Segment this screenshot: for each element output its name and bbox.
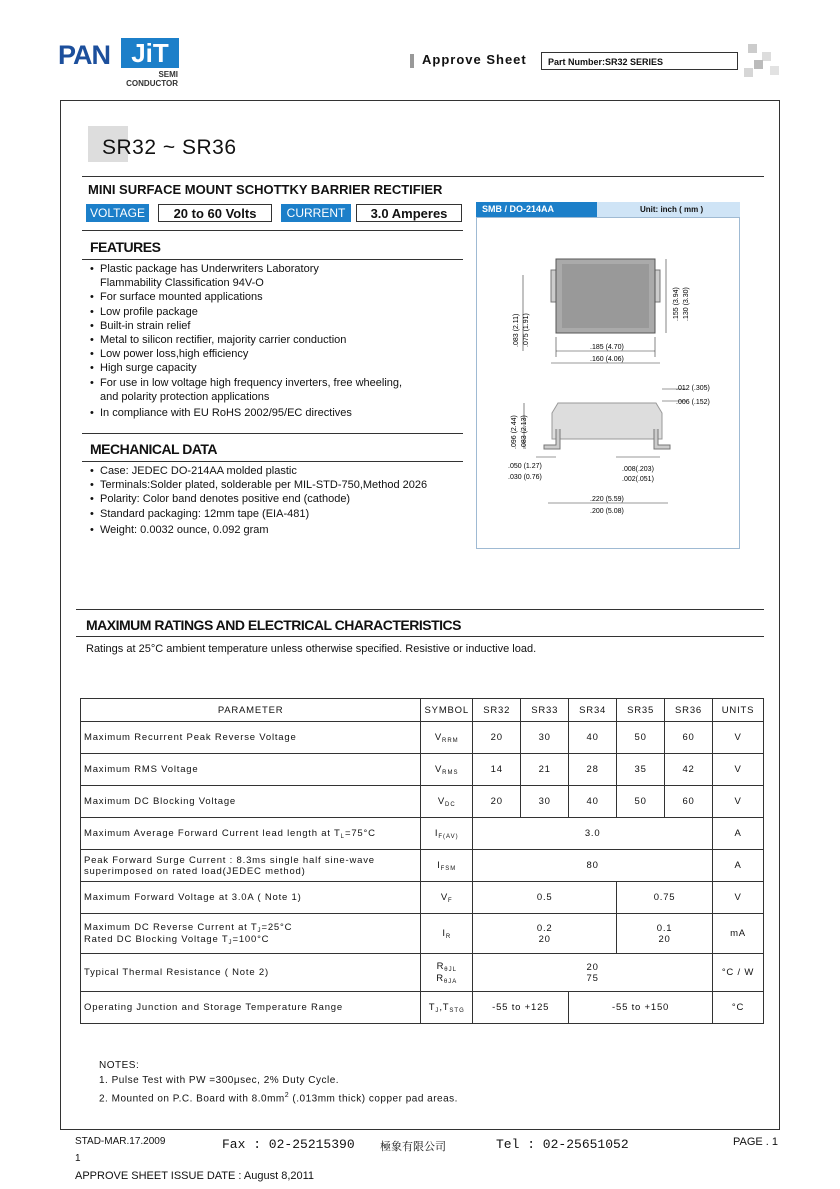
list-item: • High surge capacity <box>90 361 470 375</box>
symbol-cell: $V_F$ <box>421 882 473 914</box>
dim-label: .050 (1.27) <box>508 463 542 470</box>
value-cell: -55 to +150 <box>569 992 713 1024</box>
symbol-cell: $T_J,T_{STG}$ <box>421 992 473 1024</box>
param-cell: Typical Thermal Resistance ( Note 2) <box>81 954 421 992</box>
ratings-rule-top <box>76 609 764 610</box>
value-cell: 30 <box>521 786 569 818</box>
voltage-tag: VOLTAGE <box>86 204 149 222</box>
part-number-box: Part Number:SR32 SERIES <box>541 52 738 70</box>
page-subtitle: MINI SURFACE MOUNT SCHOTTKY BARRIER RECTIFIER <box>88 182 443 197</box>
table-row <box>81 722 764 754</box>
unit-cell: mA <box>713 914 764 954</box>
logo-subtitle <box>124 70 178 88</box>
ratings-heading: MAXIMUM RATINGS AND ELECTRICAL CHARACTERISTICS <box>86 617 461 633</box>
decor-square <box>754 60 763 69</box>
symbol-cell: $V_{DC}$ <box>421 786 473 818</box>
logo-conductor: CONDUCTOR <box>126 79 178 88</box>
value-cell: 20 <box>473 786 521 818</box>
param-cell: Maximum RMS Voltage <box>81 754 421 786</box>
list-item: • For surface mounted applications <box>90 290 470 304</box>
value-cell: 3.0 <box>473 818 713 850</box>
decor-square <box>744 68 753 77</box>
side-body <box>552 403 662 439</box>
decor-square <box>770 66 779 75</box>
list-item: Flammability Classification 94V-O <box>100 277 264 290</box>
dim-label: .155 (3.94) <box>673 287 680 321</box>
title-rule <box>82 176 764 177</box>
symbol-cell: $R_{\theta JL}$ $R_{\theta JA}$ <box>421 954 473 992</box>
dim-label: .096 (2.44) <box>511 415 518 449</box>
approve-sheet-label: Approve Sheet <box>422 52 527 67</box>
dim-label: .185 (4.70) <box>590 344 624 351</box>
footer-fax: Fax : 02-25215390 <box>222 1137 355 1152</box>
voltage-value: 20 to 60 Volts <box>158 204 272 222</box>
list-item: • In compliance with EU RoHS 2002/95/EC directives <box>90 406 470 420</box>
list-item: • Polarity: Color band denotes positive end (cathode) <box>90 492 470 506</box>
symbol-cell: $V_{RRM}$ <box>421 722 473 754</box>
unit-cell: V <box>713 754 764 786</box>
list-item: • Low profile package <box>90 305 470 319</box>
footer-company: 極象有限公司 <box>380 1140 446 1153</box>
features-rule <box>82 259 463 260</box>
unit-cell: °C <box>713 992 764 1024</box>
value-cell: 30 <box>521 722 569 754</box>
value-cell: 14 <box>473 754 521 786</box>
value-cell: 42 <box>665 754 713 786</box>
mechanical-rule <box>82 461 463 462</box>
features-rule-top <box>82 230 463 231</box>
current-tag: CURRENT <box>281 204 351 222</box>
note-2: 2. Mounted on P.C. Board with $8.0mm^2$ (.013mm thick) copper pad areas. <box>99 1092 458 1105</box>
features-list <box>90 262 470 420</box>
table-header-row <box>81 699 764 722</box>
list-item: • Low power loss,high efficiency <box>90 347 470 361</box>
value-cell: -55 to +125 <box>473 992 569 1024</box>
list-item: • Case: JEDEC DO-214AA molded plastic <box>90 464 470 478</box>
unit-cell: A <box>713 850 764 882</box>
dim-label: .002(.051) <box>622 476 654 483</box>
value-cell: 40 <box>569 722 617 754</box>
unit-cell: V <box>713 786 764 818</box>
param-cell: Maximum Forward Voltage at 3.0A ( Note 1) <box>81 882 421 914</box>
symbol-cell: $I_R$ <box>421 914 473 954</box>
dim-label: .220 (5.59) <box>590 496 624 503</box>
top-body-inner <box>562 264 649 328</box>
note-1: 1. Pulse Test with PW =300μsec, 2% Duty Cycle. <box>99 1075 340 1086</box>
notes-block <box>99 1058 458 1106</box>
mechanical-heading: MECHANICAL DATA <box>90 441 218 457</box>
table-header: UNITS <box>713 699 764 722</box>
param-cell: Operating Junction and Storage Temperature Range <box>81 992 421 1024</box>
dim-label: .075 (1.91) <box>523 313 530 347</box>
param-cell: Maximum Recurrent Peak Reverse Voltage <box>81 722 421 754</box>
logo-semi: SEMI <box>158 70 178 79</box>
dim-label: .083 (2.13) <box>521 415 528 449</box>
value-cell: 28 <box>569 754 617 786</box>
table-row <box>81 954 764 992</box>
package-unit: Unit: inch ( mm ) <box>640 205 704 214</box>
list-item: • Weight: 0.0032 ounce, 0.092 gram <box>90 523 470 537</box>
value-cell: 20 75 <box>473 954 713 992</box>
value-cell: 0.75 <box>617 882 713 914</box>
dim-label: .083 (2.11) <box>513 313 520 347</box>
table-row <box>81 914 764 954</box>
param-cell: Maximum DC Blocking Voltage <box>81 786 421 818</box>
unit-cell: A <box>713 818 764 850</box>
footer-tel: Tel : 02-25651052 <box>496 1137 629 1152</box>
approve-bar <box>410 54 414 68</box>
list-item: • Terminals:Solder plated, solderable per MIL-STD-750,Method 2026 <box>90 478 470 492</box>
decor-square <box>748 44 757 53</box>
page-title: SR32 ~ SR36 <box>102 136 237 159</box>
list-item: • Plastic package has Underwriters Laboratory <box>90 262 470 276</box>
ratings-rule <box>76 636 764 637</box>
dim-label: .012 (.305) <box>676 385 710 392</box>
symbol-cell: $I_{F(AV)}$ <box>421 818 473 850</box>
list-item: • Built-in strain relief <box>90 319 470 333</box>
value-cell: 0.1 20 <box>617 914 713 954</box>
list-item: • Standard packaging: 12mm tape (EIA-481) <box>90 507 470 521</box>
footer-page-label: PAGE . 1 <box>733 1136 779 1148</box>
table-row <box>81 850 764 882</box>
list-item: • For use in low voltage high frequency inverters, free wheeling, <box>90 376 470 390</box>
symbol-cell: $I_{FSM}$ <box>421 850 473 882</box>
value-cell: 80 <box>473 850 713 882</box>
table-header: SYMBOL <box>421 699 473 722</box>
dim-label: .008(.203) <box>622 466 654 473</box>
table-row <box>81 992 764 1024</box>
value-cell: 35 <box>617 754 665 786</box>
table-header: SR36 <box>665 699 713 722</box>
table-header: PARAMETER <box>81 699 421 722</box>
decor-square <box>762 52 771 61</box>
value-cell: 60 <box>665 786 713 818</box>
param-cell: Maximum Average Forward Current lead length at $T_L=75^\circ C$ <box>81 818 421 850</box>
notes-heading: NOTES: <box>99 1060 140 1071</box>
unit-cell: V <box>713 722 764 754</box>
table-header: SR34 <box>569 699 617 722</box>
dim-label: .006 (.152) <box>676 399 710 406</box>
logo-pan: PAN <box>58 40 111 70</box>
table-row <box>81 786 764 818</box>
value-cell: 60 <box>665 722 713 754</box>
value-cell: 21 <box>521 754 569 786</box>
footer-doc-date: STAD-MAR.17.2009 <box>75 1136 166 1147</box>
package-drawing <box>476 217 740 549</box>
current-value: 3.0 Amperes <box>356 204 462 222</box>
table-row <box>81 754 764 786</box>
ratings-table <box>80 698 764 1024</box>
unit-cell: V <box>713 882 764 914</box>
value-cell: 20 <box>473 722 521 754</box>
value-cell: 0.2 20 <box>473 914 617 954</box>
package-name: SMB / DO-214AA <box>476 202 597 217</box>
value-cell: 0.5 <box>473 882 617 914</box>
dim-label: .030 (0.76) <box>508 474 542 481</box>
value-cell: 50 <box>617 786 665 818</box>
dim-label: .130 (3.30) <box>683 287 690 321</box>
value-cell: 50 <box>617 722 665 754</box>
list-item: and polarity protection applications <box>100 390 270 403</box>
param-cell: Maximum DC Reverse Current at $T_J=25^\circ C$ Rated DC Blocking Voltage $T_J=100^\circ C$ <box>81 914 421 954</box>
param-cell: Peak Forward Surge Current : 8.3ms single half sine-wave superimposed on rated load(JEDEC method) <box>81 850 421 882</box>
table-header: SR35 <box>617 699 665 722</box>
table-row <box>81 882 764 914</box>
list-item: • Metal to silicon rectifier, majority carrier conduction <box>90 333 470 347</box>
features-heading: FEATURES <box>90 239 161 255</box>
symbol-cell: $V_{RMS}$ <box>421 754 473 786</box>
unit-cell: °C / W <box>713 954 764 992</box>
footer-page-num: 1 <box>75 1153 81 1164</box>
table-row <box>81 818 764 850</box>
footer-issue-date: APPROVE SHEET ISSUE DATE : August 8,2011 <box>75 1170 315 1182</box>
table-header: SR32 <box>473 699 521 722</box>
logo-jit: JiT <box>121 38 179 68</box>
table-header: SR33 <box>521 699 569 722</box>
mechanical-rule-top <box>82 433 463 434</box>
mechanical-list <box>90 464 470 537</box>
dim-label: .160 (4.06) <box>590 356 624 363</box>
dim-label: .200 (5.08) <box>590 508 624 515</box>
value-cell: 40 <box>569 786 617 818</box>
ratings-note: Ratings at 25°C ambient temperature unless otherwise specified. Resistive or inductive load. <box>86 643 537 655</box>
